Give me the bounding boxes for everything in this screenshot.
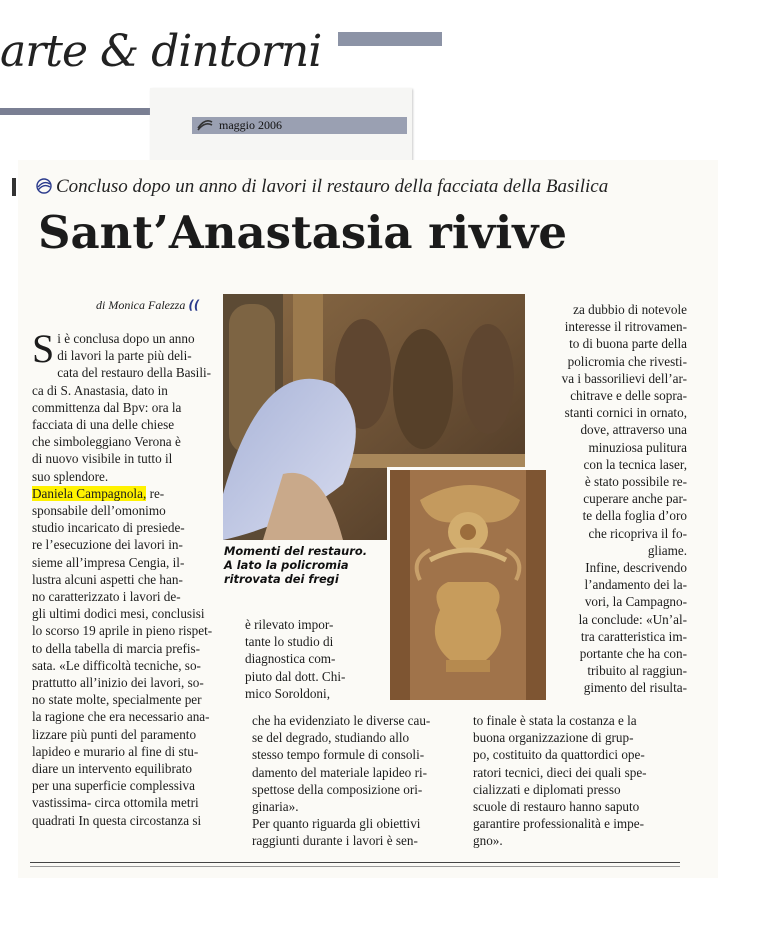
text-line: stesso tempo formule di consoli- [252,747,425,763]
caption-line: A lato la policromia [224,558,349,572]
masthead-title: arte & dintorni [0,26,322,77]
text-line: lapideo e murario al fine di stu- [32,743,199,759]
text-line: committenza dal Bpv: ora la [32,399,182,415]
text-line: suo splendore. [32,468,109,484]
text-line [32,485,222,502]
masthead-rule [338,32,442,46]
text-line: te della foglia d’oro [582,508,687,524]
byline-quote-mark: (( [188,298,200,312]
text-line: scuole di restauro hanno saputo [473,799,640,815]
text-line: va i bassorilievi dell’ar- [561,370,687,386]
text-line: Per quanto riguarda gli obiettivi [252,816,421,832]
text-line: ca di S. Anastasia, dato in [32,382,168,398]
text-line: lizzare più punti del paramento [32,726,197,742]
text-line: facciata di una delle chiese [32,417,175,433]
text-line: gimento del risulta- [583,680,687,696]
text-line: cuperare anche par- [583,491,687,507]
text-fragment: re- [146,485,165,501]
logo-swirl-icon [34,178,54,194]
caption-line: ritrovata dei fregi [224,572,339,586]
text-line: chitrave e delle sopra- [570,388,687,404]
text-line: gli ultimi dodici mesi, conclusisi [32,606,205,622]
text-line: piuto dal dott. Chi- [245,668,346,684]
text-line: mico Soroldoni, [245,685,330,701]
text-line: stanti cornici in ornato, [564,405,687,421]
text-line: vastissima- circa ottomila metri [32,795,199,811]
text-line: studio incaricato di presiede- [32,520,185,536]
issue-date: maggio 2006 [219,118,282,132]
text-line: lustra alcuni aspetti che han- [32,571,183,587]
column-2-top [245,616,473,702]
text-line: cata del restauro della Basili- [57,365,212,381]
text-line: to di buona parte della [569,336,687,352]
text-line: Infine, descrivendo [585,560,687,576]
text-line: no state molte, specialmente per [32,692,202,708]
column-2-bottom [252,712,472,850]
text-line: con la tecnica laser, [583,456,687,472]
text-line: per una superficie complessiva [32,778,195,794]
text-line: se del degrado, studiando allo [252,730,410,746]
text-line: raggiunti durante i lavori è sen- [252,833,418,849]
text-line: prattutto all’inizio dei lavori, so- [32,675,204,691]
text-line: l’andamento dei la- [584,577,687,593]
text-line: gno». [473,833,503,849]
text-line: vori, la Campagno- [584,594,687,610]
text-line: che ha evidenziato le diverse cau- [252,713,431,728]
text-line: diagnostica com- [245,651,336,667]
text-line: quadrati In questa circostanza si [32,812,202,828]
text-line: la conclude: «Un’al- [578,611,687,627]
text-line: damento del materiale lapideo ri- [252,764,428,780]
column-3 [515,301,687,697]
text-line: buona organizzazione di grup- [473,730,634,746]
bottom-rule-secondary [30,866,680,867]
text-line: è stato possibile re- [584,474,687,490]
text-line: gliame. [647,542,687,558]
text-line: sata. «Le difficoltà tecniche, so- [32,657,201,673]
text-line: tribuito al raggiun- [587,663,687,679]
text-line: di lavori la parte più deli- [57,348,192,364]
text-line: za dubbio di notevole [573,302,687,317]
caption-line: Momenti del restauro. [224,544,368,558]
byline-author: di Monica Falezza [96,298,186,312]
text-line: lo scorso 19 aprile in pieno rispet- [32,623,213,639]
article-byline [96,298,199,313]
text-line: tante lo studio di [245,634,334,650]
text-line: portante che ha con- [579,646,687,662]
text-line: minuziosa pulitura [588,439,687,455]
text-line: sponsabile dell’omonimo [32,503,166,519]
text-line: to della tabella di marcia prefis- [32,640,201,656]
text-line: di nuovo visibile in tutto il [32,451,173,467]
logo-swirl-icon [196,118,214,132]
text-line: è rilevato impor- [245,617,334,632]
drop-cap: S [32,326,55,371]
text-line: policromia che rivesti- [567,353,687,369]
text-line: po, costituito da quattordici ope- [473,747,645,763]
text-line: diare un intervento equilibrato [32,761,193,777]
text-line: dove, attraverso una [580,422,687,438]
text-line: cializzati e diplomati presso [473,781,621,797]
text-line: spettose della composizione ori- [252,781,423,797]
article-headline: Sant’Anastasia rivive [38,206,567,259]
text-line: no caratterizzato i lavori de- [32,589,181,605]
text-line: interesse il ritrovamen- [564,319,687,335]
text-line: garantire professionalità e impe- [473,816,644,832]
text-line: re l’esecuzione dei lavori in- [32,537,183,553]
text-line: sieme all’impresa Cengia, il- [32,554,185,570]
text-line: che simboleggiano Verona è [32,434,181,450]
kicker-bar [12,178,16,196]
text-line: tra caratteristica im- [580,628,687,644]
column-1 [32,326,222,829]
text-line: ginaria». [252,799,299,815]
article-kicker: Concluso dopo un anno di lavori il restauro della facciata della Basilica [56,176,609,197]
text-line: che ricopriva il fo- [588,525,687,541]
text-line: ratori tecnici, dieci dei quali spe- [473,764,647,780]
highlighted-name: Daniela Campagnola, [32,485,147,501]
photo-caption [224,544,367,586]
text-line: to finale è stata la costanza e la [473,713,637,728]
text-line: la ragione che era necessario ana- [32,709,210,725]
text-line: i è conclusa dopo un anno [57,331,195,346]
column-3-bottom [473,712,687,850]
bottom-rule [30,862,680,863]
